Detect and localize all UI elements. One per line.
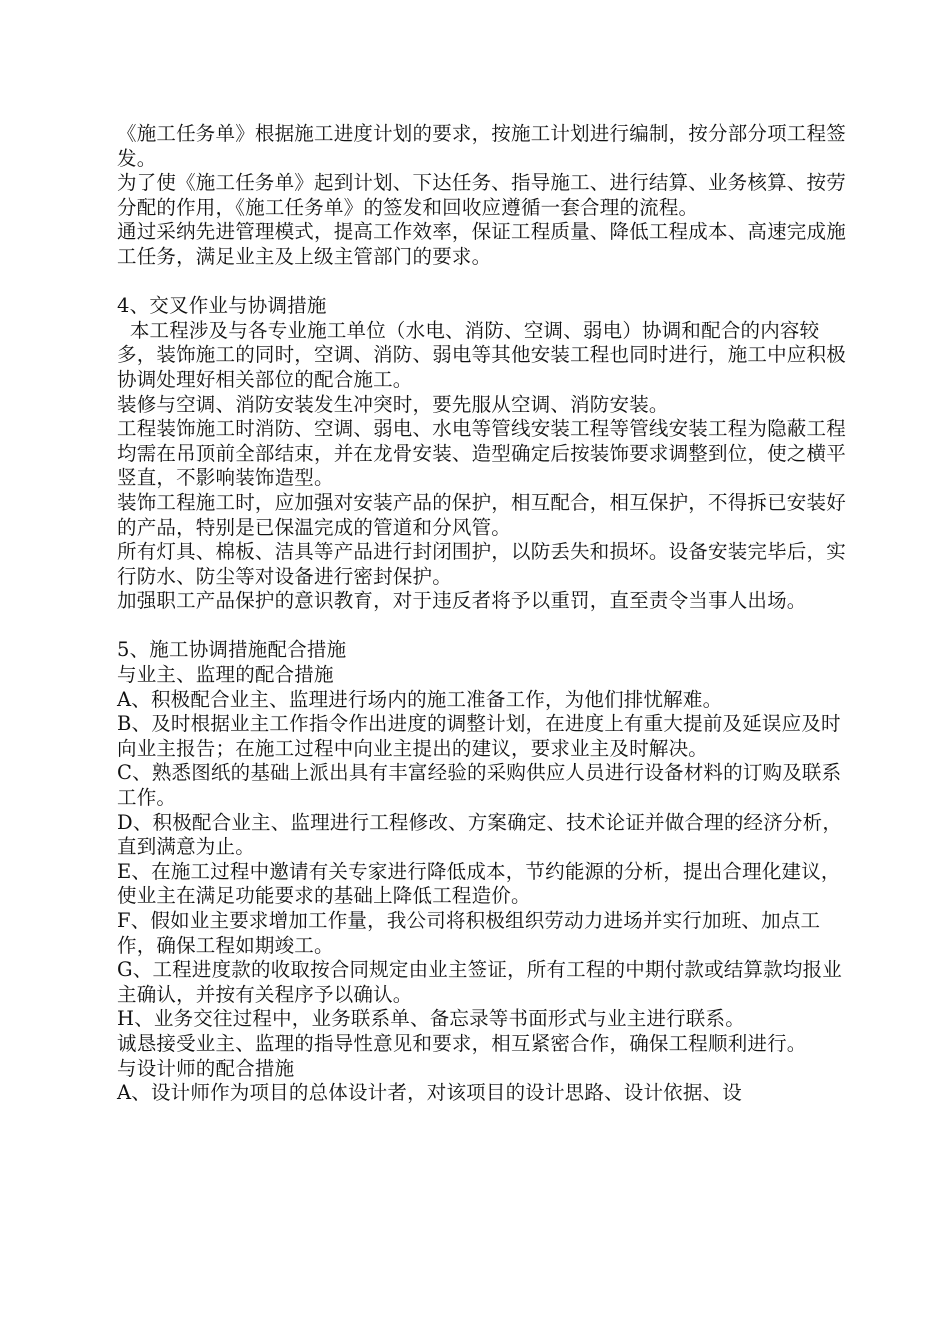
paragraph: 装修与空调、消防安装发生冲突时，要先服从空调、消防安装。 <box>117 392 669 416</box>
list-item: B、及时根据业主工作指令作出进度的调整计划，在进度上有重大提前及延误应及时向业主报告；在施工过程中向业主提出的建议，要求业主及时解决。 <box>117 712 841 760</box>
section-heading: 5、施工协调措施配合措施 <box>117 638 347 662</box>
list-item: G、工程进度款的收取按合同规定由业主签证，所有工程的中期付款或结算款均报业主确认，并按有关程序予以确认。 <box>117 958 842 1006</box>
blank-line <box>117 270 847 295</box>
list-item: E、在施工过程中邀请有关专家进行降低成本，节约能源的分析，提出合理化建议，使业主在满足功能要求的基础上降低工程造价。 <box>117 859 841 908</box>
paragraph: 通过采纳先进管理模式，提高工作效率，保证工程质量、降低工程成本、高速完成施工任务，满足业主及上级主管部门的要求。 <box>117 220 846 268</box>
list-item: D、积极配合业主、监理进行工程修改、方案确定、技术论证并做合理的经济分析，直到满意为止。 <box>117 810 843 859</box>
list-item: F、假如业主要求增加工作量，我公司将积极组织劳动力进场并实行加班、加点工作，确保工程如期竣工。 <box>117 909 821 957</box>
subsection-heading: 与业主、监理的配合措施 <box>117 663 334 687</box>
section-heading: 4、交叉作业与协调措施 <box>117 294 327 318</box>
list-item: A、设计师作为项目的总体设计者，对该项目的设计思路、设计依据、设 <box>117 1081 742 1105</box>
paragraph: 加强职工产品保护的意识教育，对于违反者将予以重罚，直至责令当事人出场。 <box>117 589 807 613</box>
paragraph: 所有灯具、棉板、洁具等产品进行封闭围护，以防丢失和损坏。设备安装完毕后，实行防水、防尘等对设备进行密封保护。 <box>117 540 846 588</box>
paragraph: 本工程涉及与各专业施工单位（水电、消防、空调、弱电）协调和配合的内容较多，装饰施工的同时，空调、消防、弱电等其他安装工程也同时进行，施工中应积极协调处理好相关部位的配合施工。 <box>117 318 846 391</box>
list-item: C、熟悉图纸的基础上派出具有丰富经验的采购供应人员进行设备材料的订购及联系工作。 <box>117 761 842 810</box>
subsection-heading: 与设计师的配合措施 <box>117 1056 295 1080</box>
list-item: A、积极配合业主、监理进行场内的施工准备工作，为他们排忧解难。 <box>117 687 723 711</box>
paragraph: 工程装饰施工时消防、空调、弱电、水电等管线安装工程等管线安装工程为隐蔽工程均需在吊顶前全部结束，并在龙骨安装、造型确定后按装饰要求调整到位，使之横平竖直，不影响装饰造型。 <box>117 417 846 490</box>
paragraph: 装饰工程施工时，应加强对安装产品的保护，相互配合，相互保护，不得拆已安装好的产品，特别是已保温完成的管道和分风管。 <box>117 490 846 539</box>
paragraph: 《施工任务单》根据施工进度计划的要求，按施工计划进行编制，按分部分项工程签发。 <box>117 122 846 170</box>
document-body <box>117 122 847 1106</box>
paragraph: 诚恳接受业主、监理的指导性意见和要求，相互紧密合作，确保工程顺利进行。 <box>117 1031 807 1055</box>
blank-line <box>117 614 847 639</box>
list-item: H、业务交往过程中，业务联系单、备忘录等书面形式与业主进行联系。 <box>117 1007 745 1031</box>
paragraph: 为了使《施工任务单》起到计划、下达任务、指导施工、进行结算、业务核算、按劳分配的作用，《施工任务单》的签发和回收应遵循一套合理的流程。 <box>117 171 846 219</box>
